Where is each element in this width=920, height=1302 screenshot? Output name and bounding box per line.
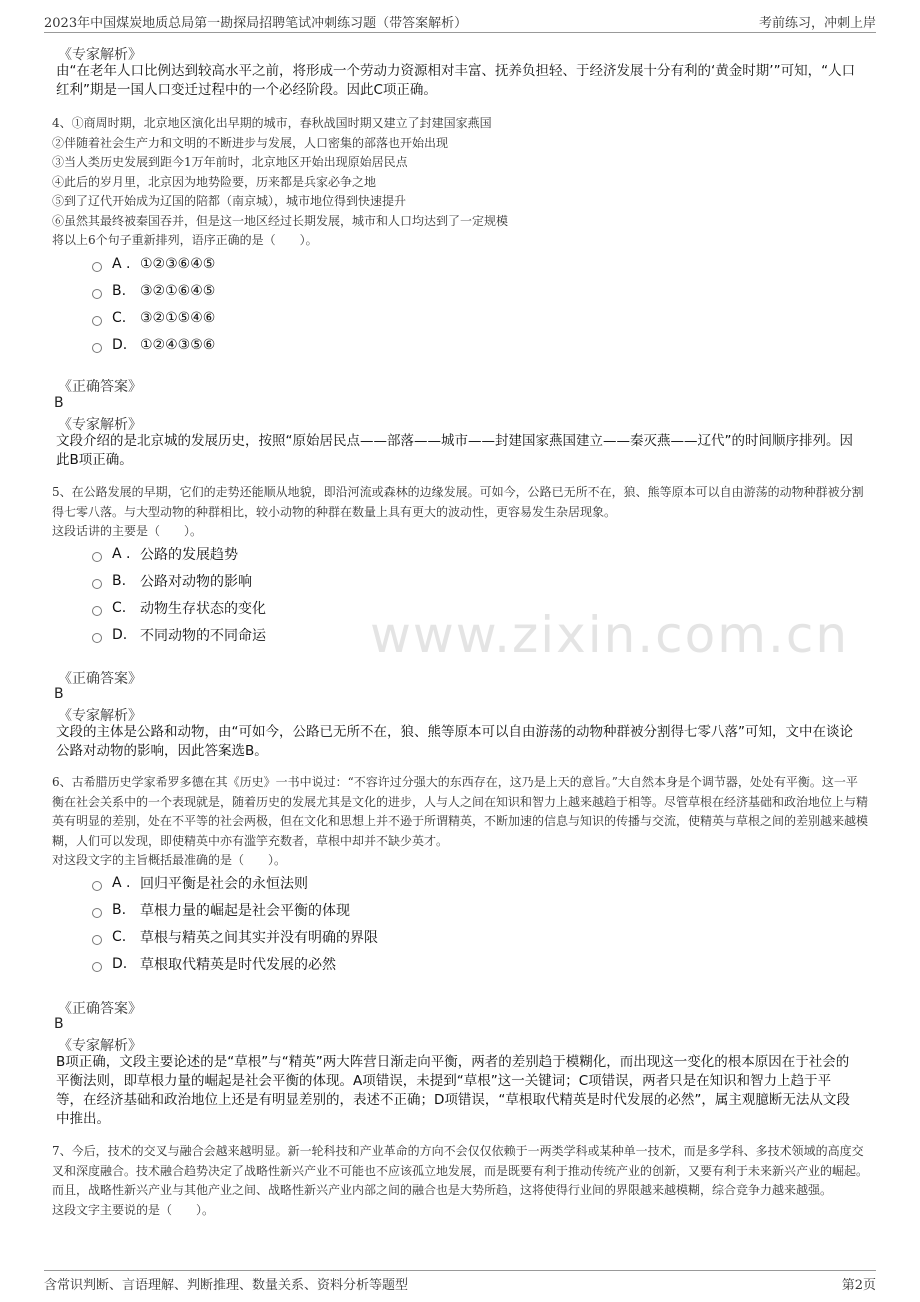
question-prompt: 将以上6个句子重新排列，语序正确的是（ ）。: [52, 233, 318, 247]
option-text: 公路对动物的影响: [140, 573, 252, 590]
option-text: 回归平衡是社会的永恒法则: [140, 875, 308, 892]
option-text: ①②③⑥④⑤: [140, 255, 216, 272]
question-prompt: 对这段文字的主旨概括最准确的是（ ）。: [52, 853, 287, 867]
correct-answer-label: 《正确答案》: [58, 1001, 142, 1017]
question-line: 7、今后，技术的交叉与融合会越来越明显。新一轮科技和产业革命的方向不会仅仅依赖于一两类学科或某种单一技术，而是多学科、多技术领域的高度交叉和深度融合。技术融合趋势决定了战略性新兴产业不可能也不应该孤立地发展，而是既要有利于推动传统产业的创新，又要有利于未来新兴产业的崛起。而且，战略性新兴产业与其他产业之间、战略性新兴产业内部之间的融合也是大势所趋，这将使得行业间的界限越来越模糊，综合竞争力越来越强。: [52, 1144, 869, 1197]
radio-button-icon[interactable]: [92, 606, 102, 616]
expert-analysis-label: 《专家解析》: [58, 47, 142, 63]
question-line: ②伴随着社会生产力和文明的不断进步与发展，人口密集的部落也开始出现: [52, 135, 449, 150]
option-text: 不同动物的不同命运: [140, 627, 266, 644]
page-number: 第2页: [841, 1278, 876, 1293]
question-4: [52, 114, 868, 251]
option-key: A .: [112, 545, 131, 562]
question-line: 5、在公路发展的早期，它们的走势还能顺从地貌，即沿河流或森林的边缘发展。可如今，公路已无所不在，狼、熊等原本可以自由游荡的动物种群被分割得七零八落。与大型动物的种群相比，较小动物的种群在数量上具有更大的波动性，更容易发生杂居现象。: [52, 485, 864, 519]
option-d[interactable]: [92, 331, 215, 358]
page-header: [44, 10, 876, 33]
expert-analysis-label: 《专家解析》: [58, 417, 142, 433]
radio-button-icon[interactable]: [92, 935, 102, 945]
option-text: ③②①⑤④⑥: [140, 309, 216, 326]
question-line: ⑤到了辽代开始成为辽国的陪都（南京城），城市地位得到快速提升: [52, 194, 407, 208]
option-key: C.: [112, 309, 127, 326]
radio-button-icon[interactable]: [92, 881, 102, 891]
watermark: www.zixin.com.cn: [370, 606, 850, 664]
explanation-text: 文段介绍的是北京城的发展历史，按照“原始居民点——部落——城市——封建国家燕国建立——秦灭燕——辽代”的时间顺序排列。因此B项正确。: [56, 433, 853, 468]
explanation-text: 文段的主体是公路和动物，由“可如今，公路已无所不在，狼、熊等原本可以自由游荡的动物种群被分割得七零八落”可知，文中在谈论公路对动物的影响，因此答案选B。: [56, 724, 853, 759]
option-text: 草根取代精英是时代发展的必然: [140, 956, 336, 973]
option-b[interactable]: [92, 567, 266, 594]
expert-analysis-label: 《专家解析》: [58, 708, 142, 724]
option-a[interactable]: [92, 540, 266, 567]
option-key: D.: [112, 336, 128, 353]
correct-answer: B: [54, 395, 64, 411]
footer-note: 含常识判断、言语理解、判断推理、数量关系、资料分析等题型: [44, 1278, 409, 1293]
option-b[interactable]: [92, 896, 378, 923]
option-key: A .: [112, 874, 131, 891]
option-key: D.: [112, 626, 128, 643]
option-c[interactable]: [92, 923, 378, 950]
option-text: 公路的发展趋势: [140, 546, 238, 563]
explanation-text: 由“在老年人口比例达到较高水平之前，将形成一个劳动力资源相对丰富、抚养负担轻、于经济发展十分有利的‘黄金时期’”可知，“人口红利”期是一国人口变迁过程中的一个必经阶段。因此C项正确。: [56, 63, 856, 98]
correct-answer: B: [54, 686, 64, 702]
option-text: ③②①⑥④⑤: [140, 282, 216, 299]
option-b[interactable]: [92, 277, 215, 304]
option-key: C.: [112, 928, 127, 945]
question-line: ④此后的岁月里，北京因为地势险要，历来都是兵家必争之地: [52, 174, 377, 189]
correct-answer-label: 《正确答案》: [58, 379, 142, 395]
option-text: ①②④③⑤⑥: [140, 336, 216, 353]
radio-button-icon[interactable]: [92, 552, 102, 562]
option-text: 草根与精英之间其实并没有明确的界限: [140, 929, 378, 946]
radio-button-icon[interactable]: [92, 633, 102, 643]
option-key: B.: [112, 901, 127, 918]
expert-analysis-label: 《专家解析》: [58, 1038, 142, 1054]
option-key: C.: [112, 599, 127, 616]
question-prompt: 这段话讲的主要是（ ）。: [52, 524, 203, 538]
header-slogan: 考前练习，冲刺上岸: [758, 16, 876, 31]
q5-options: [92, 540, 266, 648]
radio-button-icon[interactable]: [92, 289, 102, 299]
radio-button-icon[interactable]: [92, 579, 102, 589]
option-key: A .: [112, 255, 131, 272]
option-key: B.: [112, 282, 127, 299]
question-line: 6、古希腊历史学家希罗多德在其《历史》一书中说过：“不容许过分强大的东西存在，这乃是上天的意旨。”大自然本身是个调节器，处处有平衡。这一平衡在社会关系中的一个表现就是，随着历史的发展尤其是文化的进步，人与人之间在知识和智力上越来越趋于相等。尽管草根在经济基础和政治地位上与精英有明显的差别，处在不平等的社会两极，但在文化和思想上并不逊于所谓精英，不断加速的信息与知识的传播与交流，使精英与草根之间的差别越来越模糊，人们可以发现，即使精英中亦有滥竽充数者，草根中却并不缺少英才。: [52, 775, 869, 848]
radio-button-icon[interactable]: [92, 343, 102, 353]
radio-button-icon[interactable]: [92, 316, 102, 326]
option-key: D.: [112, 955, 128, 972]
radio-button-icon[interactable]: [92, 262, 102, 272]
radio-button-icon[interactable]: [92, 908, 102, 918]
question-line: ⑥虽然其最终被秦国吞并，但是这一地区经过长期发展，城市和人口均达到了一定规模: [52, 213, 509, 228]
option-d[interactable]: [92, 621, 266, 648]
question-prompt: 这段文字主要说的是（ ）。: [52, 1202, 215, 1217]
question-5: [52, 483, 868, 542]
correct-answer-label: 《正确答案》: [58, 671, 142, 687]
option-a[interactable]: [92, 250, 215, 277]
document-title: 2023年中国煤炭地质总局第一勘探局招聘笔试冲刺练习题（带答案解析）: [44, 16, 468, 31]
q6-options: [92, 869, 378, 977]
q4-options: [92, 250, 215, 358]
option-text: 动物生存状态的变化: [140, 600, 266, 617]
correct-answer: B: [54, 1016, 64, 1032]
option-d[interactable]: [92, 950, 378, 977]
question-6: [52, 773, 868, 871]
option-key: B.: [112, 572, 127, 589]
explanation-text: B项正确，文段主要论述的是“草根”与“精英”两大阵营日渐走向平衡，两者的差别趋于模糊化，而出现这一变化的根本原因在于社会的平衡法则，即草根力量的崛起是社会平衡的体现。A项错误，未提到“草根”这一关键词；C项错误，两者只是在知识和智力上趋于平等，在经济基础和政治地位上还是有明显差别的，表述不正确；D项错误，“草根取代精英是时代发展的必然”，属主观臆断无法从文段中推出。: [56, 1054, 850, 1127]
option-a[interactable]: [92, 869, 378, 896]
question-line: ③当人类历史发展到距今1万年前时，北京地区开始出现原始居民点: [52, 155, 408, 169]
question-7: [52, 1142, 868, 1220]
page-footer: [44, 1270, 876, 1293]
option-c[interactable]: [92, 304, 215, 331]
radio-button-icon[interactable]: [92, 962, 102, 972]
option-text: 草根力量的崛起是社会平衡的体现: [140, 902, 350, 919]
option-c[interactable]: [92, 594, 266, 621]
question-line: 4、①商周时期，北京地区演化出早期的城市，春秋战国时期又建立了封建国家燕国: [52, 116, 492, 130]
